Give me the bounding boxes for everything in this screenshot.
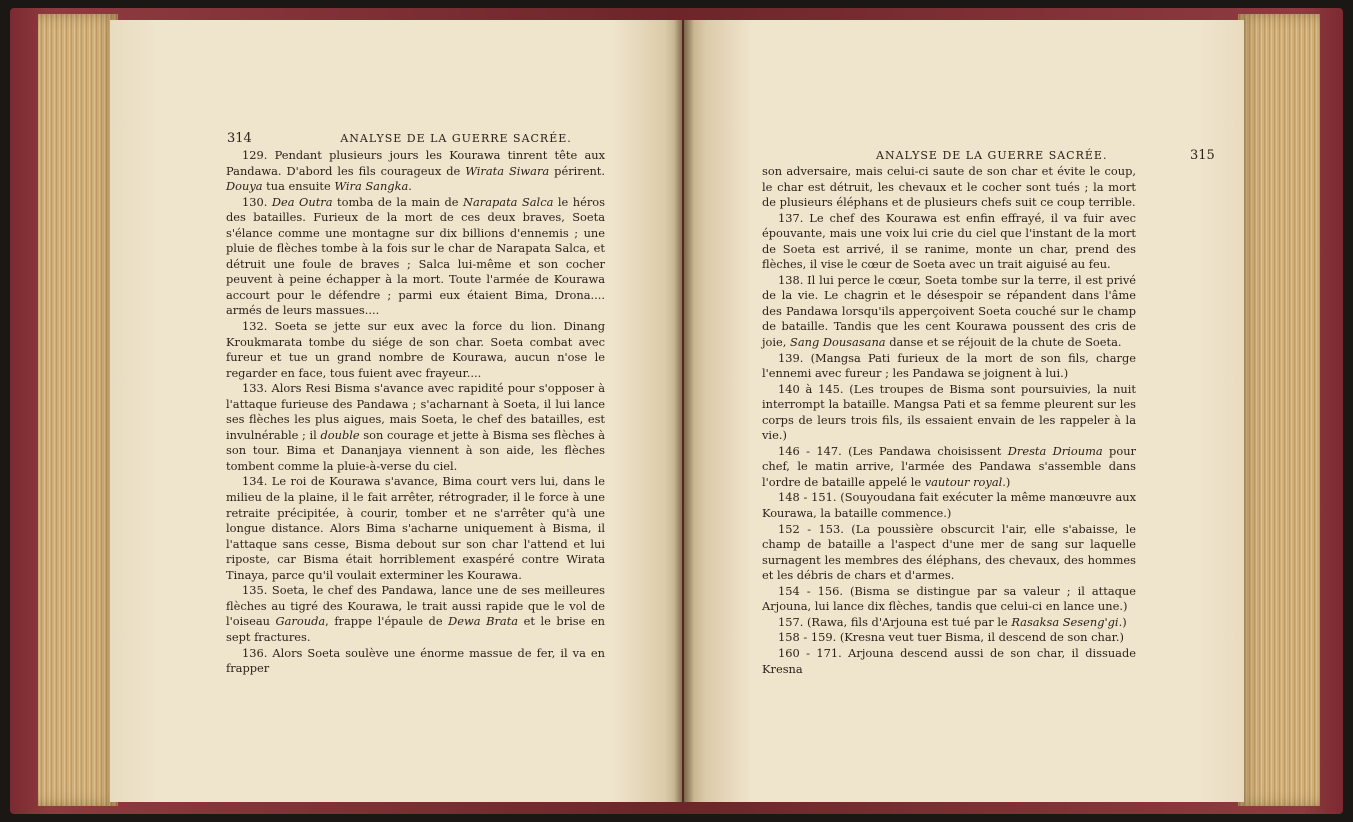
- text-run: périrent.: [549, 163, 605, 178]
- text-run: 157. (Rawa, fils d'Arjouna est tué par le: [778, 614, 1012, 629]
- text-run: danse et se réjouit de la chute de Soeta.: [885, 335, 1122, 350]
- right-running-head: ANALYSE DE LA GUERRE SACRÉE.: [876, 149, 1108, 162]
- text-run: .): [1118, 614, 1127, 629]
- left-page-body: [226, 148, 605, 677]
- left-header: [227, 131, 572, 146]
- text-run: .: [408, 179, 412, 194]
- paragraph: [762, 615, 1136, 631]
- left-running-head: ANALYSE DE LA GUERRE SACRÉE.: [340, 132, 572, 145]
- text-run: Dewa Brata: [448, 614, 519, 629]
- text-run: Narapata Salca: [463, 194, 554, 209]
- text-run: pour chef, le matin arrive, l'armée des Pandawa s'assemble dans l'ordre de bataille appelé le: [762, 443, 1136, 489]
- paragraph: [762, 382, 1136, 444]
- text-run: tomba de la main de: [332, 194, 463, 209]
- left-page-number: 314: [227, 131, 252, 146]
- paragraph: [762, 273, 1136, 351]
- page-edges-right: [1238, 14, 1320, 806]
- text-run: son adversaire, mais celui-ci saute de son char et évite le coup, le char est détruit, les chevaux et le cocher sont tués ; la mort de plusieurs éléphans et de plusieurs chefs suit ce coup terrible.: [762, 164, 1136, 210]
- text-run: tua ensuite: [262, 179, 335, 194]
- text-run: 132. Soeta se jette sur eux avec la force du lion. Dinang Kroukmarata tombe du siége de son char. Soeta combat avec fureur et tue un grand nombre de Kourawa, aucun n'ose le regarder en face, tous fuient avec frayeur....: [226, 319, 605, 380]
- paragraph: [762, 630, 1136, 646]
- text-run: , frappe l'épaule de: [325, 614, 449, 629]
- right-page-body: [762, 164, 1136, 677]
- paragraph: [762, 584, 1136, 615]
- paragraph: [226, 195, 605, 319]
- text-run: 130.: [242, 194, 272, 209]
- text-run: Wira Sangka: [334, 179, 409, 194]
- paragraph: [226, 148, 605, 195]
- text-run: le héros des batailles. Furieux de la mort de ces deux braves, Soeta s'élance comme une montagne sur dix billions d'ennemis ; une pluie de flèches tombe à la fois sur le char de Narapata Salca, et détruit une foule de braves ; Salca lui-même et son cocher peuvent à peine échapper à la mort. Toute l'armée de Kourawa accourt pour le défendre ; parmi eux étaient Bima, Drona.... armés de leurs massues....: [226, 194, 606, 318]
- paragraph: [226, 381, 605, 474]
- paragraph: [226, 583, 605, 645]
- text-run: Rasaksa Seseng'gi: [1011, 614, 1119, 629]
- text-run: 137. Le chef des Kourawa est enfin effrayé, il va fuir avec épouvante, mais une voix lui crie du ciel que l'instant de la mort de Soeta est arrivé, il se ranime, monte un char, prend des flèches, il vise le cœur de Soeta avec un trait aiguisé au feu.: [762, 210, 1136, 272]
- paragraph: [762, 164, 1136, 211]
- text-run: 148 - 151. (Souyoudana fait exécuter la même manœuvre aux Kourawa, la bataille commence.): [762, 490, 1136, 521]
- text-run: 154 - 156. (Bisma se distingue par sa valeur ; il attaque Arjouna, lui lance dix flèches, tandis que celui-ci en lance une.): [762, 583, 1136, 614]
- paragraph: [762, 522, 1136, 584]
- paragraph: [226, 319, 605, 381]
- text-run: 160 - 171. Arjouna descend aussi de son char, il dissuade Kresna: [762, 645, 1136, 676]
- text-run: 138. Il lui perce le cœur, Soeta tombe sur la terre, il est privé de la vie. Le chagrin et le désespoir se répandent dans l'âme des Pandawa lorsqu'ils apperçoivent Soeta couché sur le champ de bataille. Tandis que les cent Kourawa poussent des cris de joie,: [762, 272, 1136, 350]
- text-run: 140 à 145. (Les troupes de Bisma sont poursuivies, la nuit interrompt la bataille. Mangsa Pati et sa femme pleurent sur les corps de leurs trois fils, ils essaient envain de les rappeler à la vie.): [762, 381, 1136, 443]
- text-run: 146 - 147. (Les Pandawa choisissent: [778, 443, 1008, 458]
- paragraph: [226, 474, 605, 583]
- book-gutter: [674, 20, 694, 802]
- text-run: et le brise en sept fractures.: [226, 614, 606, 644]
- text-run: 158 - 159. (Kresna veut tuer Bisma, il descend de son char.): [778, 630, 1124, 645]
- text-run: double: [320, 427, 360, 442]
- text-run: 139. (Mangsa Pati furieux de la mort de son fils, charge l'ennemi avec fureur ; les Pandawa se joignent à lui.): [762, 350, 1136, 381]
- text-run: 133. Alors Resi Bisma s'avance avec rapidité pour s'opposer à l'attaque furieuse des Pandawa ; s'acharnant à Soeta, il lui lance ses flèches les plus aigues, mais Soeta, le chef des batailles, est invulnérable ; il: [226, 381, 605, 442]
- text-run: 134. Le roi de Kourawa s'avance, Bima court vers lui, dans le milieu de la plaine, il le fait arrêter, rétrograder, il le force à une retraite précipitée, à courir, tomber et ne s'arrêter qu'à une longue distance. Alors Bima s'acharne uniquement à Bisma, il l'attaque sans cesse, Bisma debout sur son char l'attend et lui riposte, car Bisma était horriblement exaspéré contre Wirata Tinaya, parce qu'il voulait exterminer les Kourawa.: [226, 474, 605, 582]
- text-run: 136. Alors Soeta soulève une énorme massue de fer, il va en frapper: [226, 645, 605, 676]
- text-run: Dresta Driouma: [1007, 443, 1103, 458]
- text-run: Douya: [226, 179, 263, 194]
- paragraph: [762, 646, 1136, 677]
- paragraph: [762, 351, 1136, 382]
- paragraph: [762, 211, 1136, 273]
- text-run: Sang Dousasana: [790, 335, 886, 350]
- text-run: 152 - 153. (La poussière obscurcit l'air, elle s'abaisse, le champ de bataille a l'aspect d'une mer de sang sur laquelle surnagent les membres des éléphans, des chevaux, des hommes et les débris de chars et d'armes.: [762, 521, 1136, 583]
- text-run: 129. Pendant plusieurs jours les Kourawa tinrent tête aux Pandawa. D'abord les fils courageux de: [226, 148, 605, 178]
- text-run: 135. Soeta, le chef des Pandawa, lance une de ses meilleures flèches au tigré des Kourawa, le trait aussi rapide que le vol de l'oiseau: [226, 583, 605, 629]
- paragraph: [226, 646, 605, 677]
- text-run: son courage et jette à Bisma ses flèches à son tour. Bima et Dananjaya viennent à son aide, les flèches tombent comme la pluie-à-verse du ciel.: [226, 427, 605, 473]
- paragraph: [762, 444, 1136, 491]
- text-run: Garouda: [275, 614, 326, 629]
- right-page-number: 315: [1189, 148, 1215, 163]
- text-run: Dea Outra: [271, 194, 333, 209]
- paragraph: [762, 490, 1136, 521]
- text-run: Wirata Siwara: [465, 163, 550, 178]
- right-header: [876, 148, 1215, 163]
- text-run: vautour royal: [924, 474, 1003, 489]
- page-edges-left: [38, 14, 118, 806]
- text-run: .): [1002, 474, 1011, 489]
